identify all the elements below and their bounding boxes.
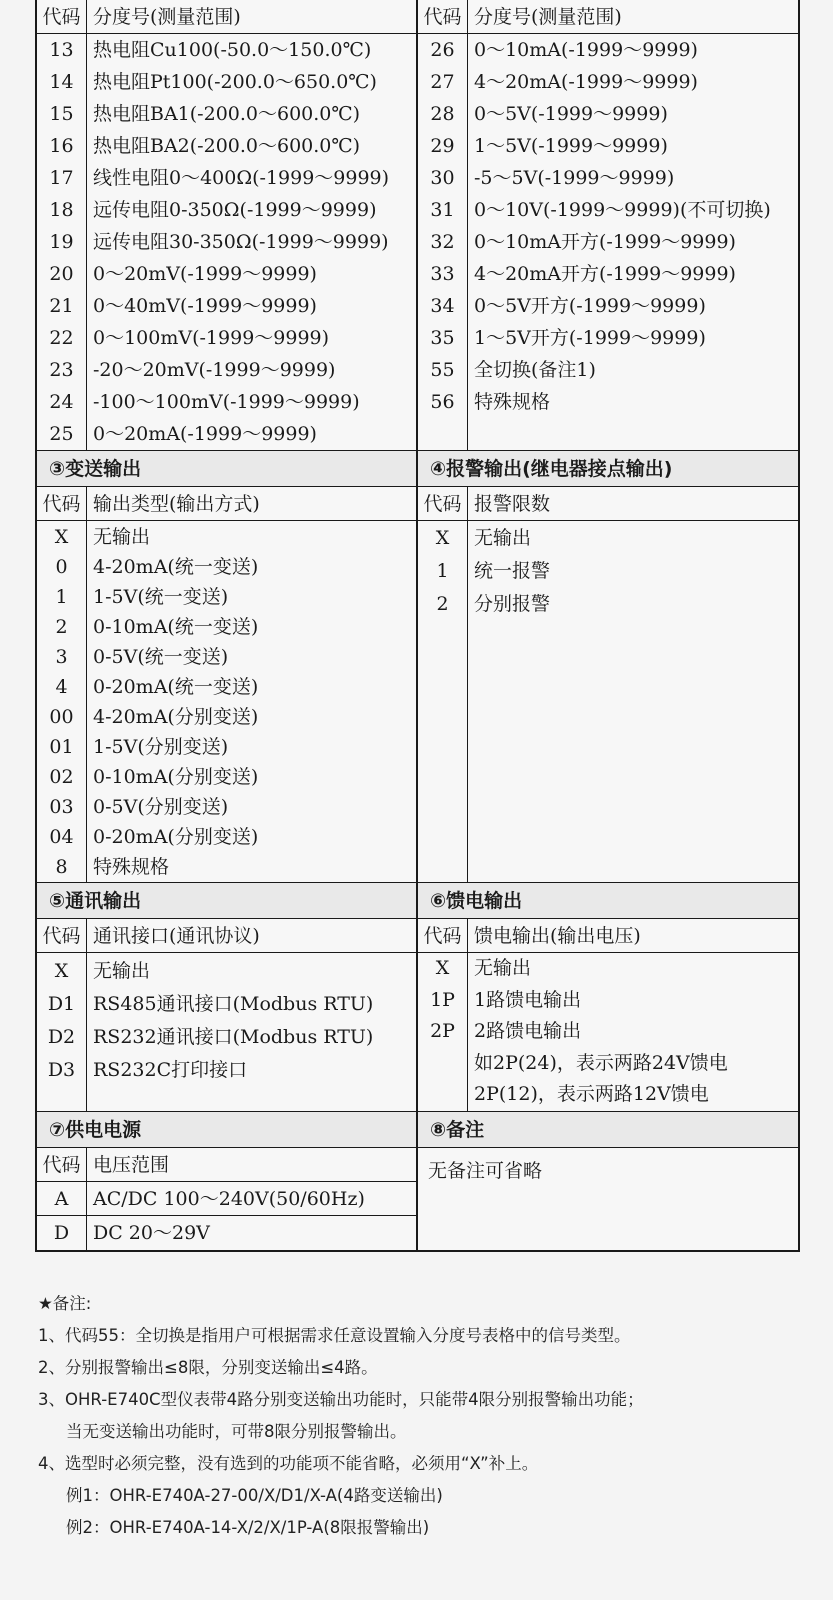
row-code: 0: [55, 556, 68, 578]
header-code: 代码: [37, 1148, 87, 1181]
row-desc: 0-10mA(分别变送): [93, 766, 259, 788]
row-desc: 远传电阻0-350Ω(-1999～9999): [93, 199, 377, 221]
header-desc: 馈电输出(输出电压): [474, 925, 641, 947]
row-desc: 1路馈电输出: [474, 988, 582, 1011]
row-code: 28: [430, 103, 455, 125]
header-code: 代码: [418, 0, 468, 33]
row-code: D: [37, 1216, 87, 1250]
row-desc: 全切换(备注1): [474, 359, 596, 381]
row-desc: 1-5V(分别变送): [93, 736, 229, 758]
row-desc: 热电阻BA1(-200.0～600.0℃): [93, 103, 361, 125]
row-desc: 特殊规格: [93, 856, 170, 878]
row-desc: RS485通讯接口(Modbus RTU): [93, 993, 374, 1015]
header-code: 代码: [37, 919, 87, 952]
row-desc: 线性电阻0～400Ω(-1999～9999): [93, 167, 390, 189]
row-code: 55: [430, 359, 455, 381]
row-desc: 无输出: [93, 960, 151, 982]
row-code: 25: [49, 423, 74, 445]
section-title-transmit: ③变送输出: [37, 451, 416, 487]
header-desc: 输出类型(输出方式): [93, 493, 260, 515]
row-code: 14: [49, 71, 74, 93]
row-desc: 如2P(24)，表示两路24V馈电: [474, 1051, 728, 1074]
row-code: 17: [49, 167, 74, 189]
row-code: D2: [47, 1026, 76, 1048]
row-code: 19: [49, 231, 74, 253]
spec-table: [35, 0, 800, 1252]
row-code: 32: [430, 231, 455, 253]
table-header: [37, 919, 416, 953]
row-desc: 4～20mA(-1999～9999): [474, 71, 698, 93]
note-3: 3、OHR-E740C型仪表带4路分别变送输出功能时，只能带4限分别报警输出功能；: [38, 1390, 644, 1409]
row-desc: DC 20～29V: [93, 1221, 210, 1244]
row-code: 33: [430, 263, 455, 285]
row-code: 30: [430, 167, 455, 189]
header-desc: 电压范围: [93, 1153, 170, 1176]
row-code: 16: [49, 135, 74, 157]
row-code: X: [54, 526, 69, 548]
table-header: [418, 919, 798, 953]
row-desc: -20～20mV(-1999～9999): [93, 359, 336, 381]
row-code: 1P: [430, 988, 455, 1011]
row-code: 2P: [430, 1020, 455, 1042]
row-desc: RS232通讯接口(Modbus RTU): [93, 1026, 374, 1048]
section-title-feed: ⑥馈电输出: [418, 883, 798, 919]
row-code: 1: [55, 586, 68, 608]
row-code: X: [54, 960, 69, 982]
row-desc: 0～20mV(-1999～9999): [93, 263, 317, 285]
row-desc: 无输出: [93, 526, 151, 548]
row-code: 29: [430, 135, 455, 157]
row-desc: 0～20mA(-1999～9999): [93, 423, 317, 445]
row-desc: 0～10mA开方(-1999～9999): [474, 231, 736, 253]
table-header: [418, 487, 798, 521]
row-desc: 4-20mA(分别变送): [93, 706, 259, 728]
row-desc: 特殊规格: [474, 391, 551, 413]
header-desc: 分度号(测量范围): [474, 6, 622, 28]
row-desc: 热电阻Pt100(-200.0～650.0℃): [93, 71, 377, 93]
row-code: X: [435, 957, 450, 979]
row-desc: 0-20mA(统一变送): [93, 676, 259, 698]
row-code: 4: [55, 676, 68, 698]
row-desc: 2P(12)，表示两路12V馈电: [474, 1083, 709, 1105]
row-code: 18: [49, 199, 74, 221]
section-title-comm: ⑤通讯输出: [37, 883, 416, 919]
row-desc: 0-10mA(统一变送): [93, 616, 259, 638]
row-desc: 4-20mA(统一变送): [93, 556, 259, 578]
row-code: D3: [47, 1059, 76, 1081]
header-code: 代码: [418, 919, 468, 952]
row-desc: 热电阻Cu100(-50.0～150.0℃): [93, 39, 372, 61]
row-code: [418, 1079, 467, 1111]
comm-feed-section: [37, 883, 798, 1112]
row-desc: 0-20mA(分别变送): [93, 826, 259, 848]
table-row: [37, 1216, 416, 1250]
row-code: A: [37, 1182, 87, 1215]
row-code: 02: [49, 766, 74, 788]
row-desc: 分别报警: [474, 593, 551, 615]
row-code: 24: [49, 391, 74, 413]
row-code: 26: [430, 39, 455, 61]
remark-text: 无备注可省略: [428, 1159, 543, 1182]
header-desc: 报警限数: [474, 493, 551, 515]
header-code: 代码: [37, 0, 87, 33]
row-desc: 远传电阻30-350Ω(-1999～9999): [93, 231, 389, 253]
example-1: 例1：OHR-E740A-27-00/X/D1/X-A(4路变送输出): [66, 1486, 443, 1505]
notes-heading: ★备注:: [38, 1294, 92, 1313]
row-desc: 0-5V(统一变送): [93, 646, 229, 668]
row-code: 1: [436, 560, 449, 582]
row-code: 03: [49, 796, 74, 818]
row-desc: 0～40mV(-1999～9999): [93, 295, 317, 317]
row-code: 8: [55, 856, 68, 878]
note-3-continued: 当无变送输出功能时，可带8限分别报警输出。: [66, 1422, 407, 1441]
section-title-alarm: ④报警输出(继电器接点输出): [418, 451, 798, 487]
table-header: [37, 0, 416, 34]
row-code: 13: [49, 39, 74, 61]
row-desc: 0～10V(-1999～9999)(不可切换): [474, 199, 771, 221]
header-code: 代码: [418, 487, 468, 520]
row-desc: 0～5V(-1999～9999): [474, 103, 668, 125]
row-code: 34: [430, 295, 455, 317]
input-type-section: [37, 0, 798, 451]
note-2: 2、分别报警输出≤8限，分别变送输出≤4路。: [38, 1358, 378, 1377]
row-desc: -5～5V(-1999～9999): [474, 167, 675, 189]
section-title-remark: ⑧备注: [418, 1112, 798, 1148]
note-1: 1、代码55：全切换是指用户可根据需求任意设置输入分度号表格中的信号类型。: [38, 1326, 631, 1345]
row-desc: 0～10mA(-1999～9999): [474, 39, 698, 61]
row-desc: 1～5V开方(-1999～9999): [474, 327, 706, 349]
header-code: 代码: [37, 487, 87, 520]
row-code: 56: [430, 391, 455, 413]
row-code: 3: [55, 646, 68, 668]
notes-block: [38, 1288, 818, 1544]
row-desc: 热电阻BA2(-200.0～600.0℃): [93, 135, 361, 157]
table-header: [37, 487, 416, 521]
row-desc: RS232C打印接口: [93, 1059, 248, 1081]
header-desc: 分度号(测量范围): [93, 6, 241, 28]
row-desc: 4～20mA开方(-1999～9999): [474, 263, 736, 285]
table-row: [37, 1182, 416, 1216]
row-desc: 统一报警: [474, 560, 551, 582]
row-code: 2: [436, 593, 449, 615]
row-desc: 2路馈电输出: [474, 1020, 582, 1042]
row-desc: 无输出: [474, 957, 532, 979]
row-code: D1: [47, 993, 76, 1015]
row-code: 04: [49, 826, 74, 848]
row-desc: 0～100mV(-1999～9999): [93, 327, 330, 349]
example-2: 例2：OHR-E740A-14-X/2/X/1P-A(8限报警输出): [66, 1518, 430, 1537]
note-4: 4、选型时必须完整，没有选到的功能项不能省略，必须用“X”补上。: [38, 1454, 539, 1473]
row-code: 15: [49, 103, 74, 125]
row-desc: AC/DC 100～240V(50/60Hz): [93, 1187, 365, 1210]
row-code: [418, 1048, 467, 1080]
table-header: [418, 0, 798, 34]
row-code: 31: [430, 199, 455, 221]
row-code: 21: [49, 295, 74, 317]
section-title-power: ⑦供电电源: [37, 1112, 416, 1148]
row-code: 23: [49, 359, 74, 381]
row-code: 27: [430, 71, 455, 93]
row-desc: 0-5V(分别变送): [93, 796, 229, 818]
row-code: 00: [49, 706, 74, 728]
row-code: 2: [55, 616, 68, 638]
row-desc: 1-5V(统一变送): [93, 586, 229, 608]
output-alarm-section: [37, 451, 798, 883]
row-code: 20: [49, 263, 74, 285]
row-code: 22: [49, 327, 74, 349]
table-header: [37, 1148, 416, 1182]
row-desc: -100～100mV(-1999～9999): [93, 391, 360, 413]
power-remark-section: [37, 1112, 798, 1250]
row-code: 01: [49, 736, 74, 758]
row-code: X: [435, 527, 450, 549]
row-code: 35: [430, 327, 455, 349]
header-desc: 通讯接口(通讯协议): [93, 925, 260, 947]
row-desc: 1～5V(-1999～9999): [474, 135, 668, 157]
row-desc: 无输出: [474, 527, 532, 549]
row-desc: 0～5V开方(-1999～9999): [474, 295, 706, 317]
